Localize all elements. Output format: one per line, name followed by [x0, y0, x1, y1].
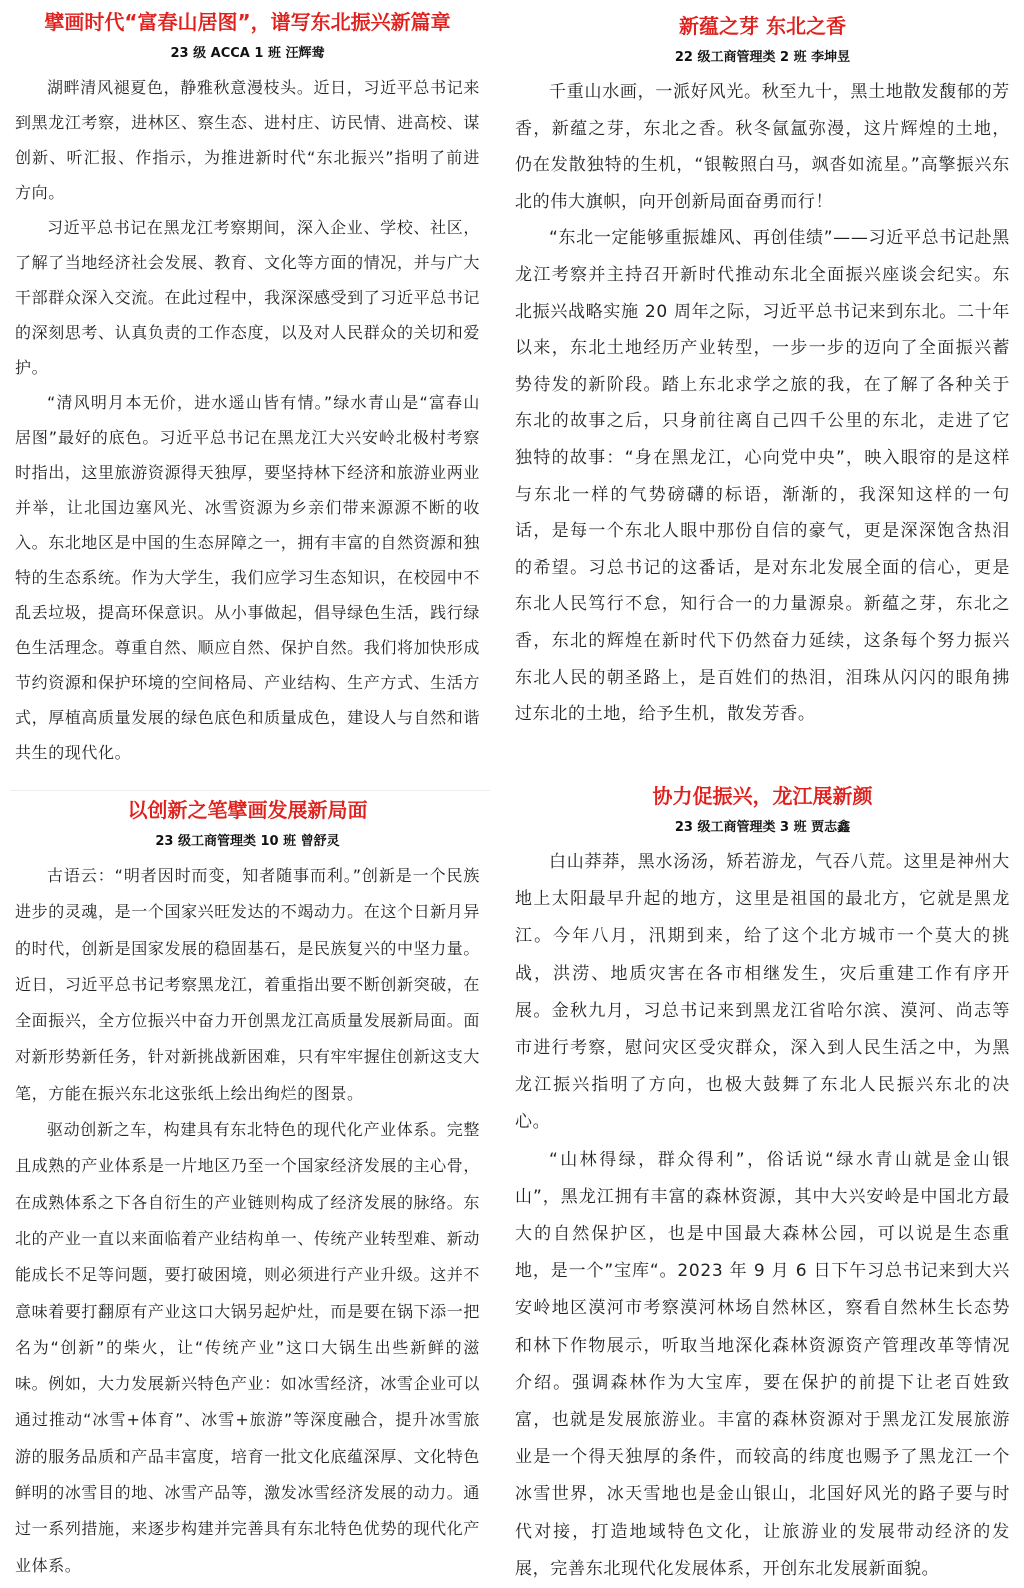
article-4 — [515, 782, 1010, 1588]
article-author: 22 级工商管理类 2 班 李坤昱 — [674, 50, 851, 65]
paragraph: 白山莽莽，黑水汤汤，矫若游龙，气吞八荒。这里是神州大地上太阳最早升起的地方，这里是祖国的最北方，它就是黑龙江。今年八月，汛期到来，给了这个北方城市一个莫大的挑战，洪涝、地质灾害在各市相继发生，灾后重建工作有序开展。金秋九月，习总书记来到黑龙江省哈尔滨、漠河、尚志等市进行考察，慰问灾区受灾群众，深入到人民生活之中，为黑龙江振兴指明了方向，也极大鼓舞了东北人民振兴东北的决心。 — [515, 852, 1010, 1133]
article-title: 以创新之笔擘画发展新局面 — [127, 798, 368, 822]
article-author: 23 级 ACCA 1 班 汪辉鸯 — [170, 46, 325, 61]
paragraph: “清风明月本无价，进水遥山皆有情。”绿水青山是“富春山居图”最好的底色。习近平总书记在黑龙江大兴安岭北极村考察时指出，这里旅游资源得天独厚，要坚持林下经济和旅游业两业并举，让北国边塞风光、冰雪资源为乡亲们带来源源不断的收入。东北地区是中国的生态屏障之一，拥有丰富的自然资源和独特的生态系统。作为大学生，我们应学习生态知识，在校园中不乱丢垃圾，提高环保意识。从小事做起，倡导绿色生活，践行绿色生活理念。尊重自然、顺应自然、保护自然。我们将加快形成节约资源和保护环境的空间格局、产业结构、生产方式、生活方式，厚植高质量发展的绿色底色和质量成色，建设人与自然和谐共生的现代化。 — [15, 393, 480, 762]
article-title: 协力促振兴，龙江展新颜 — [652, 784, 873, 808]
article-body — [15, 858, 480, 1584]
article-3 — [15, 796, 480, 1584]
paragraph: 湖畔清风褪夏色，静雅秋意漫枝头。近日，习近平总书记来到黑龙江考察，进林区、察生态、进村庄、访民情、进高校、谋创新、听汇报、作指示，为推进新时代“东北振兴”指明了前进方向。 — [15, 78, 480, 202]
paragraph: 千重山水画，一派好风光。秋至九十，黑土地散发馥郁的芳香，新蕴之芽，东北之香。秋冬氤氲弥漫，这片辉煌的土地，仍在发散独特的生机，“银鞍照白马，飒沓如流星。”高擎振兴东北的伟大旗帜，向开创新局面奋勇而行！ — [515, 82, 1010, 212]
article-body — [15, 70, 480, 770]
paragraph: 古语云：“明者因时而变，知者随事而利。”创新是一个民族进步的灵魂，是一个国家兴旺发达的不竭动力。在这个日新月异的时代，创新是国家发展的稳固基石，是民族复兴的中坚力量。近日，习近平总书记考察黑龙江，着重指出要不断创新突破，在全面振兴，全方位振兴中奋力开创黑龙江高质量发展新局面。面对新形势新任务，针对新挑战新困难，只有牢牢握住创新这支大笔，方能在振兴东北这张纸上绘出绚烂的图景。 — [15, 866, 480, 1103]
paragraph: 习近平总书记在黑龙江考察期间，深入企业、学校、社区，了解了当地经济社会发展、教育、文化等方面的情况，并与广大干部群众深入交流。在此过程中，我深深感受到了习近平总书记的深刻思考、认真负责的工作态度，以及对人民群众的关切和爱护。 — [15, 218, 480, 377]
article-body — [515, 844, 1010, 1588]
article-author: 23 级工商管理类 10 班 曾舒灵 — [155, 834, 340, 849]
section-divider — [10, 790, 490, 791]
article-1 — [15, 8, 480, 770]
article-body — [515, 74, 1010, 733]
paragraph: “东北一定能够重振雄风、再创佳绩”——习近平总书记赴黑龙江考察并主持召开新时代推动东北全面振兴座谈会纪实。东北振兴战略实施 20 周年之际，习近平总书记来到东北。二十年以来，东北土地经历产业转型，一步一步的迈向了全面振兴蓄势待发的新阶段。踏上东北求学之旅的我，在了解了各种关于东北的故事之后，只身前往离自己四千公里的东北，走进了它独特的故事：“身在黑龙江，心向党中央”，映入眼帘的是这样与东北一样的气势磅礴的标语，渐渐的，我深知这样的一句话，是每一个东北人眼中那份自信的豪气，更是深深饱含热泪的希望。习总书记的这番话，是对东北发展全面的信心，更是东北人民笃行不怠，知行合一的力量源泉。新蕴之芽，东北之香，东北的辉煌在新时代下仍然奋力延续，这条每个努力振兴东北人民的朝圣路上，是百姓们的热泪，泪珠从闪闪的眼角拂过东北的土地，给予生机，散发芳香。 — [515, 228, 1010, 725]
article-2 — [515, 12, 1010, 733]
paragraph: 驱动创新之车，构建具有东北特色的现代化产业体系。完整且成熟的产业体系是一片地区乃至一个国家经济发展的主心骨，在成熟体系之下各自衍生的产业链则构成了经济发展的脉络。东北的产业一直以来面临着产业结构单一、传统产业转型难、新动能成长不足等问题，要打破困境，则必须进行产业升级。这并不意味着要打翻原有产业这口大锅另起炉灶，而是要在锅下添一把名为“创新”的柴火，让“传统产业”这口大锅生出些新鲜的滋味。例如，大力发展新兴特色产业：如冰雪经济，冰雪企业可以通过推动“冰雪+体育”、冰雪+旅游”等深度融合，提升冰雪旅游的服务品质和产品丰富度，培育一批文化底蕴深厚、文化特色鲜明的冰雪目的地、冰雪产品等，激发冰雪经济发展的动力。通过一系列措施，来逐步构建并完善具有东北特色优势的现代化产业体系。 — [15, 1120, 480, 1575]
article-author: 23 级工商管理类 3 班 贾志鑫 — [674, 820, 851, 835]
paragraph: “山林得绿，群众得利”，俗话说“绿水青山就是金山银山”，黑龙江拥有丰富的森林资源，其中大兴安岭是中国北方最大的自然保护区，也是中国最大森林公园，可以说是生态重地，是一个”宝库“。2023 年 9 月 6 日下午习总书记来到大兴安岭地区漠河市考察漠河林场自然林区，察看自然林生长态势和林下作物展示，听取当地深化森林资源资产管理改革等情况介绍。强调森林作为大宝库，要在保护的前提下让老百姓致富，也就是发展旅游业。丰富的森林资源对于黑龙江发展旅游业是一个得天独厚的条件，而较高的纬度也赐予了黑龙江一个冰雪世界，冰天雪地也是金山银山，北国好风光的路子要与时代对接，打造地域特色文化，让旅游业的发展带动经济的发展，完善东北现代化发展体系，开创东北发展新面貌。 — [515, 1149, 1010, 1579]
article-title: 新蕴之芽 东北之香 — [679, 14, 846, 38]
article-title: 擘画时代“富春山居图”，谱写东北振兴新篇章 — [44, 10, 451, 34]
